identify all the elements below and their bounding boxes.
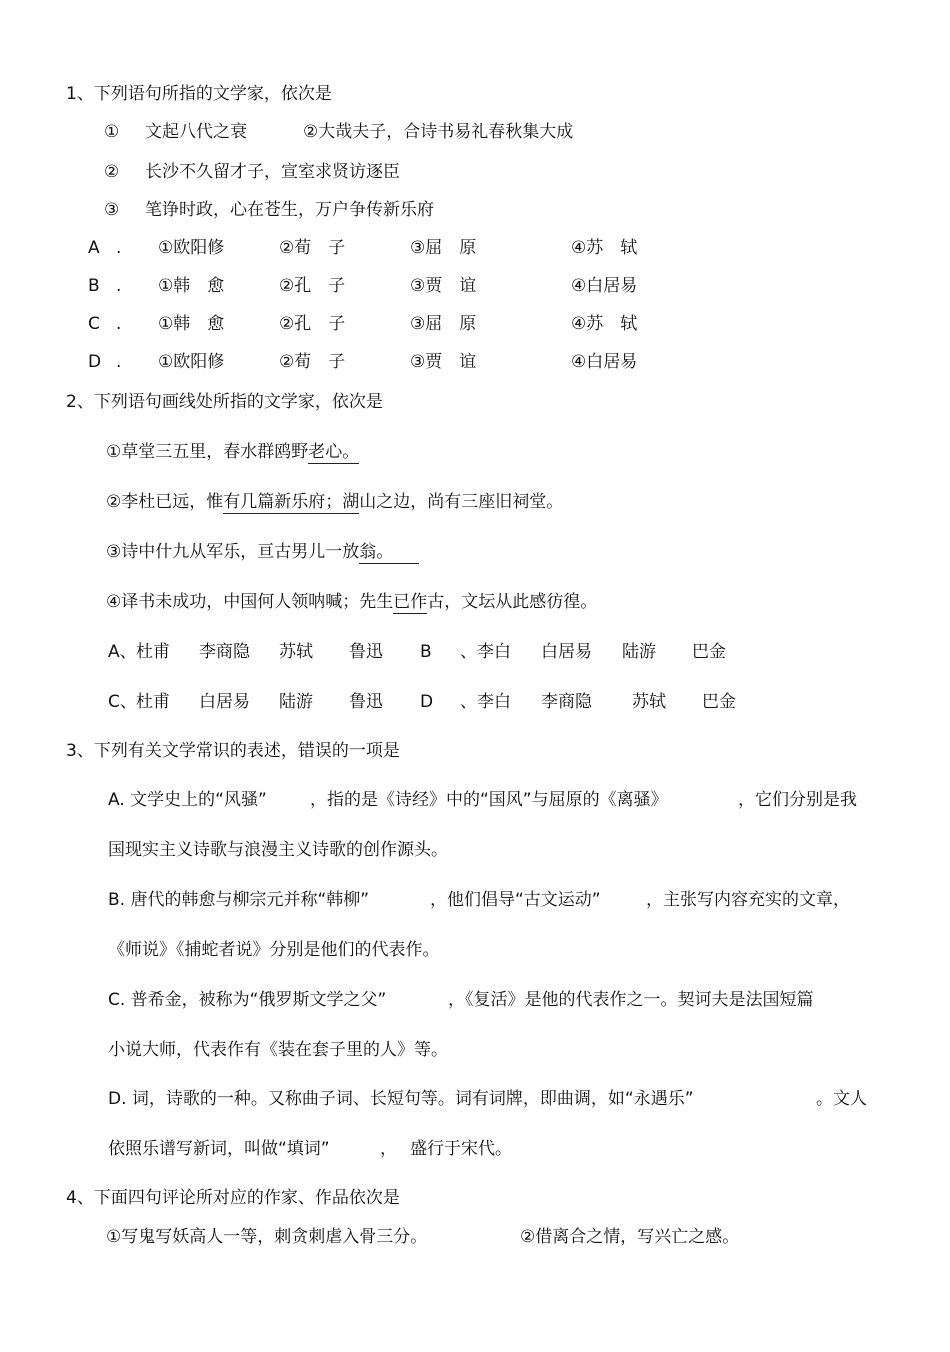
q3-option-b-part3: ，主张写内容充实的文章， [646,890,850,910]
q1-option-dot: . [116,276,122,296]
q2-option-d-label: D [420,692,434,712]
q1-option-d-c1: ①欧阳修 [158,352,225,372]
q2-option-b-2: 白居易 [541,642,592,662]
q1-option-d-c2: ②荀 子 [279,352,346,372]
q2-s4-text-after: 古，文坛从此感彷徨。 [427,592,598,612]
q1-option-d-c4: ④白居易 [571,352,638,372]
q2-s3-text: ③诗中什九从军乐，亘古男儿一放 [106,542,360,562]
q3-option-d-part3: 依照乐谱写新词，叫做“填词” [108,1139,330,1159]
q1-line1-text: 文起八代之衰 [145,122,247,142]
q1-stem: 1、下列语句所指的文学家，依次是 [66,84,332,104]
q2-option-d-1: 、李白 [460,692,511,712]
q2-stem: 2、下列语句画线处所指的文学家，依次是 [66,392,383,412]
q3-option-c-part1: C. 普希金，被称为“俄罗斯文学之父” [108,990,387,1010]
q2-option-c-2: 白居易 [199,692,250,712]
q1-option-dot: . [116,314,122,334]
q1-line1-num: ① [104,122,120,142]
q2-s2-text-after: 山之边，尚有三座旧祠堂。 [359,492,564,512]
q2-option-a-label: A、 [108,642,137,662]
q3-option-c-part2: ，《复活》是他的代表作之一。契诃夫是法国短篇 [448,990,814,1010]
q2-s1-text: ①草堂三五里，春水群鸥野 [106,442,309,462]
q2-option-b-label: B [420,642,432,662]
q3-option-b-part1: B. 唐代的韩愈与柳宗元并称“韩柳” [108,890,370,910]
q2-sentence-2 [106,491,563,513]
q1-option-letter: B [88,276,100,296]
q3-option-d-part4: ， [380,1139,397,1159]
q1-option-letter: C [88,314,100,334]
q2-option-c-label: C、 [108,692,137,712]
q2-option-c-1: 杜甫 [136,692,170,712]
q2-option-a-2: 李商隐 [199,642,250,662]
q3-option-a-part1: A. 文学史上的“风骚” [108,790,267,810]
q1-option-b-c3: ③贾 谊 [410,276,477,296]
q2-s2-text: ②李杜已远，惟 [106,492,224,512]
q1-line3-num: ③ [104,200,120,220]
q1-option-a-c4: ④苏 轼 [571,238,638,258]
q1-option-letter: D [88,352,102,372]
q4-sentence-2: ②借离合之情，写兴亡之感。 [520,1227,740,1247]
q3-option-a-part4: 国现实主义诗歌与浪漫主义诗歌的创作源头。 [108,840,448,860]
q2-sentence-3 [106,541,419,563]
q1-option-b-c4: ④白居易 [571,276,638,296]
q2-s4-text: ④译书未成功，中国何人领呐喊；先生 [106,592,394,612]
q1-option-a-c1: ①欧阳修 [158,238,225,258]
q2-s3-underlined: 翁。 [359,542,419,562]
q2-option-b-1: 、李白 [460,642,511,662]
q1-option-c-c1: ①韩 愈 [158,314,225,334]
q1-option-b-c1: ①韩 愈 [158,276,225,296]
q3-option-a-part3: ，它们分别是我 [738,790,857,810]
q1-option-d-c3: ③贾 谊 [410,352,477,372]
q1-option-c-c2: ②孔 子 [279,314,346,334]
q1-option-b-c2: ②孔 子 [279,276,346,296]
q1-option-a-c2: ②荀 子 [279,238,346,258]
q2-sentence-4 [106,591,597,613]
q1-option-c-c3: ③屈 原 [410,314,477,334]
q2-option-b-3: 陆游 [622,642,656,662]
q3-option-b-part4: 《师说》《捕蛇者说》分别是他们的代表作。 [108,940,440,960]
q3-option-a-part2: ，指的是《诗经》中的“国风”与屈原的《离骚》 [310,790,668,810]
q2-sentence-1 [106,441,359,463]
q2-option-d-3: 苏轼 [632,692,666,712]
q1-option-dot: . [116,238,122,258]
q2-s1-underlined: 老心。 [308,442,360,462]
q1-line1-text2: ②大哉夫子，合诗书易礼春秋集大成 [303,122,574,142]
q1-line2-num: ② [104,162,120,182]
q3-option-d-part5: 盛行于宋代。 [410,1139,512,1159]
q1-option-letter: A [88,238,100,258]
q2-option-d-4: 巴金 [702,692,736,712]
q2-s2-underlined: 有几篇新乐府；湖 [223,492,360,512]
q2-option-d-2: 李商隐 [541,692,592,712]
q1-option-c-c4: ④苏 轼 [571,314,638,334]
q2-s4-underlined: 已作 [393,592,428,612]
q1-line2-text: 长沙不久留才子，宣室求贤访逐臣 [145,162,400,182]
q2-option-a-4: 鲁迅 [349,642,383,662]
q2-option-b-4: 巴金 [692,642,726,662]
q2-option-a-1: 杜甫 [136,642,170,662]
q1-option-dot: . [116,352,122,372]
q2-option-a-3: 苏轼 [279,642,313,662]
q1-line3-text: 笔诤时政，心在苍生，万户争传新乐府 [145,200,434,220]
q3-stem: 3、下列有关文学常识的表述，错误的一项是 [66,741,400,761]
q2-option-c-3: 陆游 [279,692,313,712]
q3-option-b-part2: ，他们倡导“古文运动” [430,890,601,910]
q3-option-d-part1: D. 词，诗歌的一种。又称曲子词、长短句等。词有词牌，即曲调，如“永遇乐” [108,1089,694,1109]
q3-option-c-part3: 小说大师，代表作有《装在套子里的人》等。 [108,1040,448,1060]
q3-option-d-part2: 。文人 [816,1089,867,1109]
q4-stem: 4、下面四句评论所对应的作家、作品依次是 [66,1188,400,1208]
q1-option-a-c3: ③屈 原 [410,238,477,258]
q2-option-c-4: 鲁迅 [349,692,383,712]
q4-sentence-1: ①写鬼写妖高人一等，刺贪刺虐入骨三分。 [106,1227,428,1247]
